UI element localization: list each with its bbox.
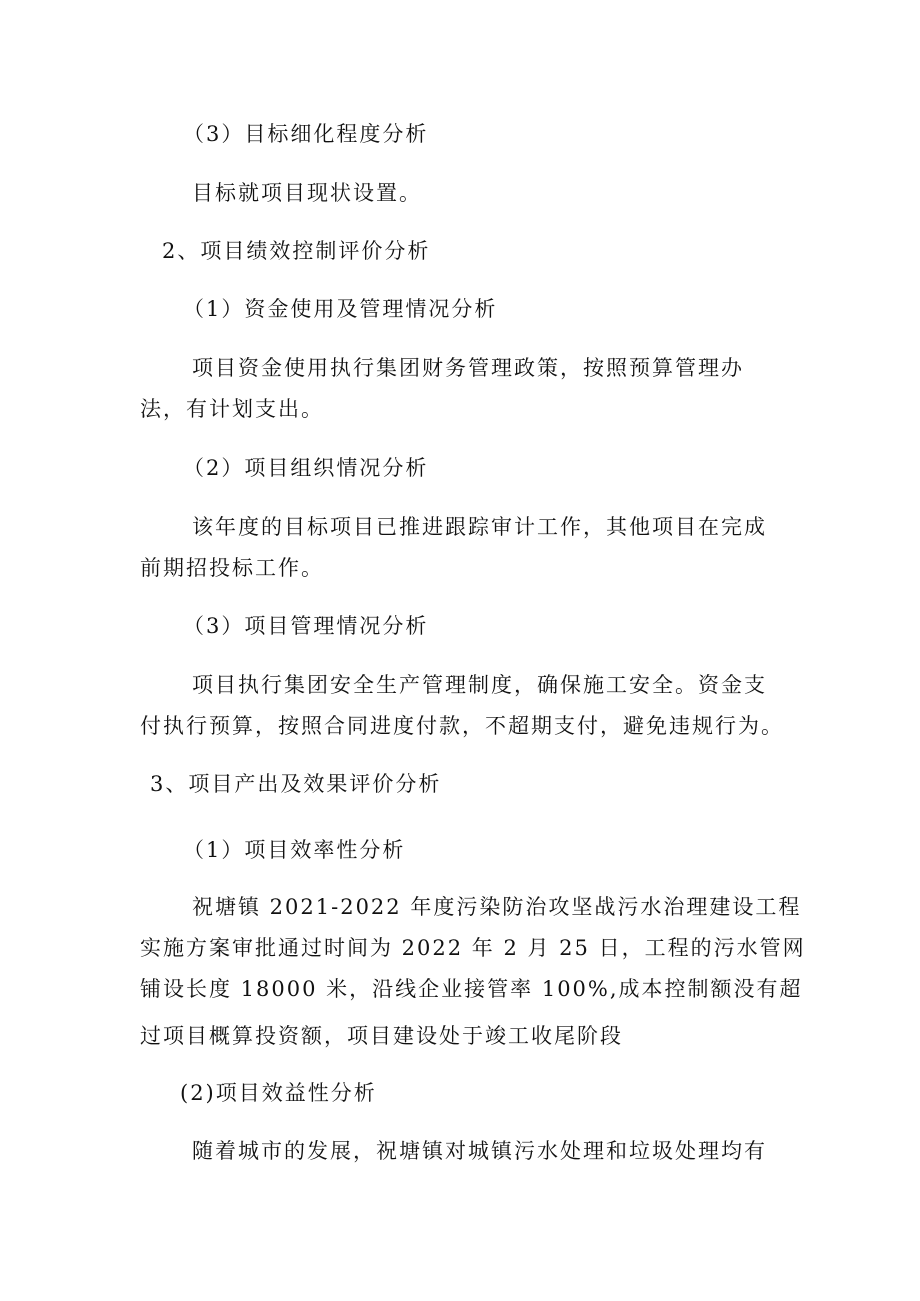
paragraph-line: 目标就项目现状设置。 (192, 181, 422, 205)
heading-output-effect: 3、项目产出及效果评价分析 (150, 772, 442, 796)
heading-performance-control: 2、项目绩效控制评价分析 (162, 239, 431, 263)
paragraph-line: 祝塘镇 2021-2022 年度污染防治攻坚战污水治理建设工程 (192, 895, 802, 919)
subheading-organization: （2）项目组织情况分析 (183, 456, 429, 480)
subheading-target-refinement: （3）目标细化程度分析 (183, 122, 429, 146)
paragraph-line: 随着城市的发展，祝塘镇对城镇污水处理和垃圾处理均有 (192, 1139, 767, 1163)
paragraph-line: 项目执行集团安全生产管理制度，确保施工安全。资金支 (192, 673, 767, 697)
paragraph-line: 实施方案审批通过时间为 2022 年 2 月 25 日，工程的污水管网 (140, 936, 806, 960)
subheading-fund-usage: （1）资金使用及管理情况分析 (183, 297, 498, 321)
subheading-benefit: (2)项目效益性分析 (180, 1081, 377, 1105)
subheading-management: （3）项目管理情况分析 (183, 614, 429, 638)
paragraph-line: 法，有计划支出。 (140, 397, 324, 421)
subheading-efficiency: （1）项目效率性分析 (183, 838, 406, 862)
paragraph-line: 该年度的目标项目已推进跟踪审计工作，其他项目在完成 (192, 515, 767, 539)
paragraph-line: 付执行预算，按照合同进度付款，不超期支付，避免违规行为。 (140, 714, 784, 738)
paragraph-line: 过项目概算投资额，项目建设处于竣工收尾阶段 (140, 1024, 623, 1048)
paragraph-line: 项目资金使用执行集团财务管理政策，按照预算管理办 (192, 356, 744, 380)
paragraph-line: 铺设长度 18000 米，沿线企业接管率 100%,成本控制额没有超 (140, 977, 803, 1001)
paragraph-line: 前期招投标工作。 (140, 556, 324, 580)
